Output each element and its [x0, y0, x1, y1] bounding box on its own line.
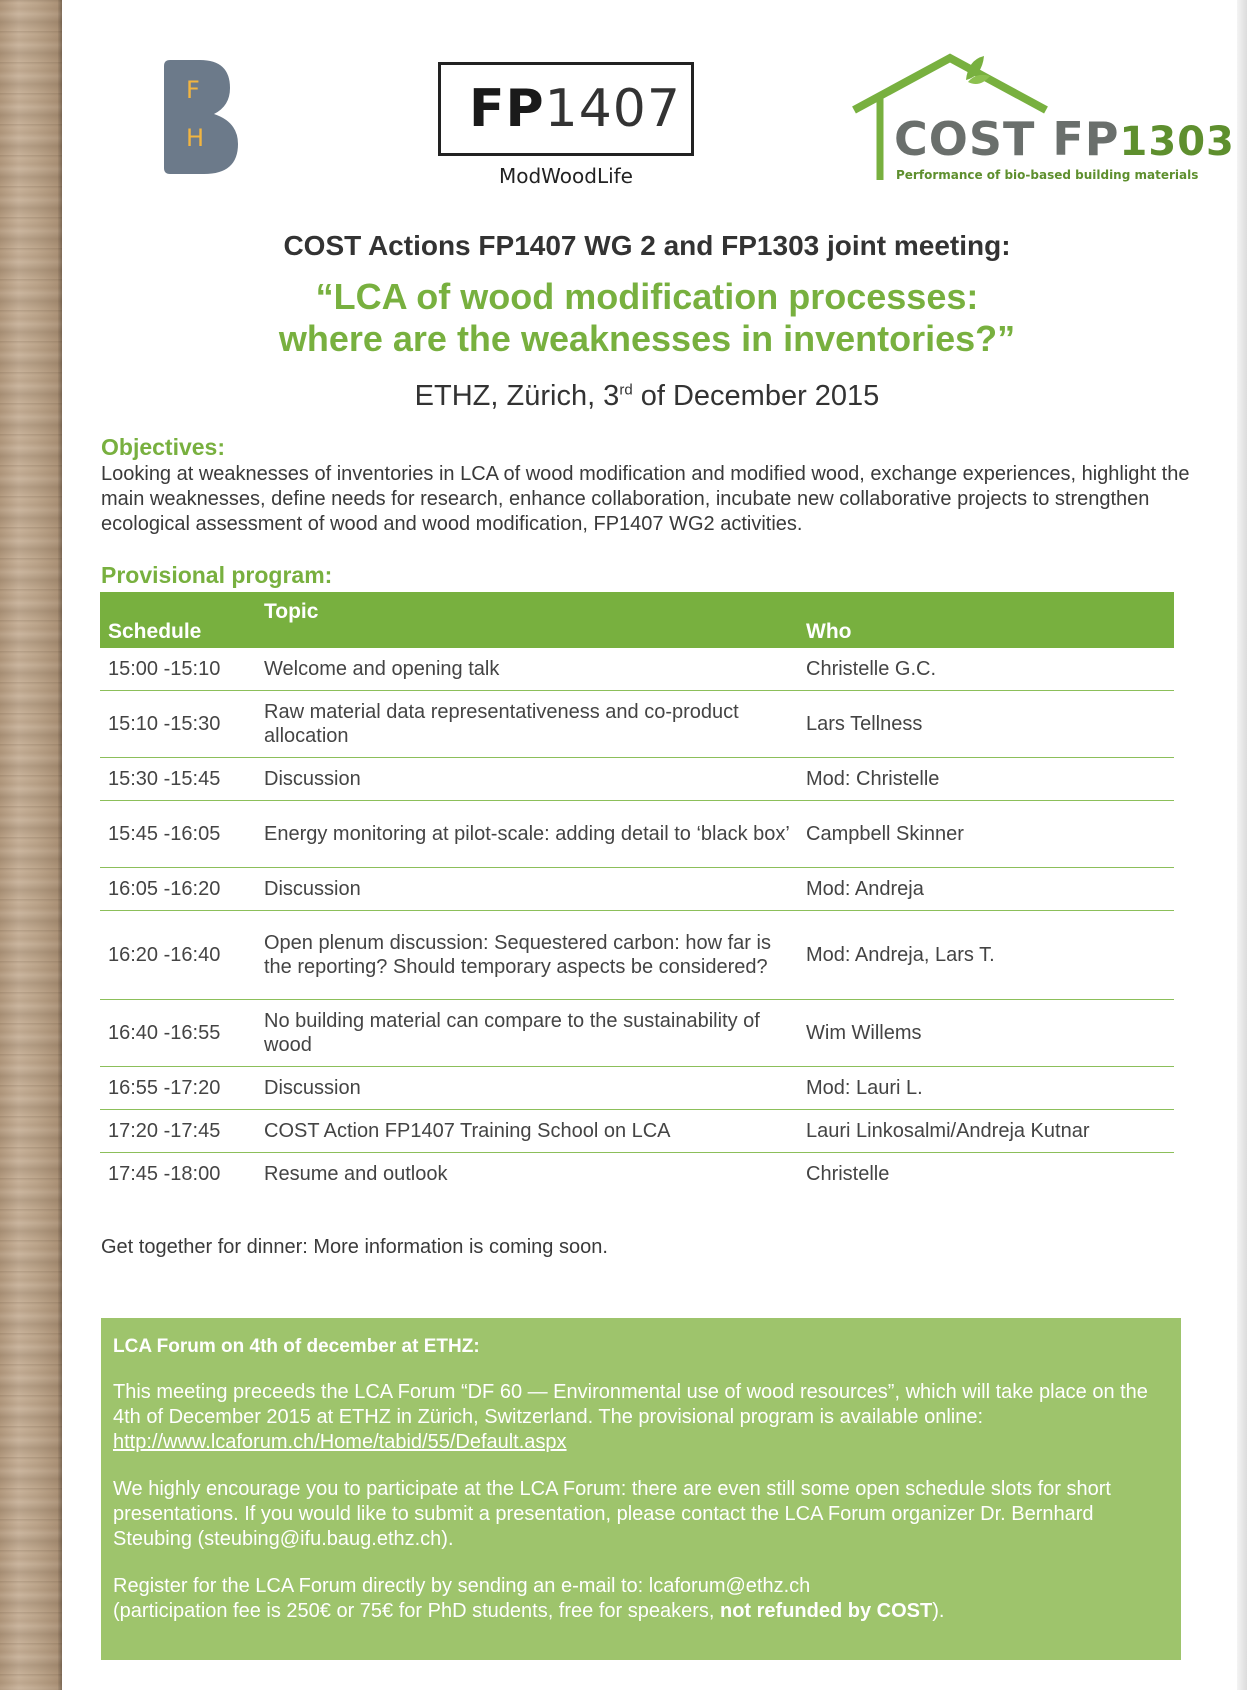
dinner-note: Get together for dinner: More information is coming soon.: [101, 1236, 608, 1258]
table-row: [100, 691, 1174, 758]
row-time: 17:20 -17:45: [100, 1110, 256, 1153]
row-who: Mod: Andreja, Lars T.: [798, 911, 1174, 1000]
row-time: 15:10 -15:30: [100, 691, 256, 758]
meeting-title-line1: “LCA of wood modification processes:: [315, 276, 979, 317]
row-who: Mod: Christelle: [798, 758, 1174, 801]
row-topic: No building material can compare to the sustainability of wood: [256, 1000, 798, 1067]
program-table: [100, 592, 1174, 1195]
row-time: 15:30 -15:45: [100, 758, 256, 801]
fp1407-prefix: FP: [469, 79, 545, 139]
program-label: Provisional program:: [101, 562, 333, 588]
row-topic: COST Action FP1407 Training School on LCA: [256, 1110, 798, 1153]
forum-not-refunded: not refunded by COST: [720, 1600, 933, 1622]
row-who: Campbell Skinner: [798, 801, 1174, 868]
row-time: 15:45 -16:05: [100, 801, 256, 868]
location-sup: rd: [619, 381, 633, 399]
column-header-who: Who: [798, 592, 1174, 648]
meeting-heading: COST Actions FP1407 WG 2 and FP1303 joint meeting:: [283, 230, 1011, 261]
table-row: [100, 648, 1174, 691]
table-row: [100, 1110, 1174, 1153]
table-row: [100, 911, 1174, 1000]
row-topic: Resume and outlook: [264, 1163, 448, 1185]
bfh-letter-f: F: [186, 76, 200, 104]
bfh-logo: [164, 60, 238, 174]
cost-brand-text: COST FP: [894, 112, 1120, 166]
location-prefix: ETHZ, Zürich, 3: [414, 380, 620, 412]
objectives-text: Looking at weaknesses of inventories in LCA of wood modification and modified wood, exchange experiences, highlight the main weaknesses, define needs for research, enhance collaboration, incubate new collaborative projects to strengthen ecological assessment of wood and wood modification, FP1407 WG2 activities.: [101, 463, 1190, 535]
lca-forum-box: [101, 1318, 1181, 1660]
row-who: Mod: Lauri L.: [798, 1067, 1174, 1110]
forum-paragraph-1: [113, 1380, 1169, 1455]
forum-register-line: Register for the LCA Forum directly by sending an e-mail to: lcaforum@ethz.ch: [113, 1575, 811, 1597]
page-right-edge: [1237, 0, 1247, 1690]
forum-program-link[interactable]: http://www.lcaforum.ch/Home/tabid/55/Default.aspx: [113, 1431, 567, 1453]
table-row: [100, 1067, 1174, 1110]
cost-tagline: Performance of bio-based building materials: [896, 168, 1199, 182]
meeting-title-line2: where are the weaknesses in inventories?”: [278, 318, 1016, 359]
table-row: [100, 758, 1174, 801]
row-who: Lauri Linkosalmi/Andreja Kutnar: [798, 1110, 1174, 1153]
row-topic: Discussion: [256, 1067, 798, 1110]
bfh-letter-h: H: [186, 124, 205, 152]
forum-paragraph-3: [113, 1574, 1169, 1624]
row-who: Christelle: [806, 1163, 890, 1185]
row-topic: Open plenum discussion: Sequestered carbon: how far is the reporting? Should temporary aspects be considered?: [256, 911, 798, 1000]
meeting-title: [62, 276, 1232, 360]
forum-paragraph-2: We highly encourage you to participate at the LCA Forum: there are even still some open schedule slots for short presentations. If you would like to submit a presentation, please contact the LCA Forum organizer Dr. Bernhard Steubing (steubing@ifu.baug.ethz.ch).: [113, 1478, 1111, 1550]
row-topic: Discussion: [256, 868, 798, 911]
row-who: Lars Tellness: [798, 691, 1174, 758]
table-row: [100, 1000, 1174, 1067]
table-row: [100, 868, 1174, 911]
row-time: 16:05 -16:20: [100, 868, 256, 911]
location-suffix: of December 2015: [632, 380, 880, 412]
meeting-location-date: [62, 380, 1232, 413]
fp1407-logo: [438, 62, 694, 156]
program-header-row: [100, 592, 1174, 648]
fp1407-digits: 1407: [544, 79, 681, 139]
forum-fee-text: (participation fee is 250€ or 75€ for PhD students, free for speakers,: [113, 1600, 720, 1622]
row-time: 15:00 -15:10: [100, 648, 256, 691]
row-time: 17:45 -18:00: [108, 1163, 221, 1185]
cost-brand: [894, 112, 1235, 166]
cost-number: 1303: [1119, 119, 1235, 165]
row-time: 16:40 -16:55: [100, 1000, 256, 1067]
table-row: [100, 801, 1174, 868]
forum-fee-end: ).: [932, 1600, 945, 1622]
objectives-label: Objectives:: [101, 434, 225, 460]
row-who: Mod: Andreja: [798, 868, 1174, 911]
column-header-topic: Topic: [256, 592, 798, 648]
row-topic: Energy monitoring at pilot-scale: adding detail to ‘black box’: [256, 801, 798, 868]
row-who: Wim Willems: [798, 1000, 1174, 1067]
fp1407-subtitle: ModWoodLife: [498, 164, 633, 188]
row-time: 16:20 -16:40: [100, 911, 256, 1000]
forum-p1-text: This meeting preceeds the LCA Forum “DF 60 — Environmental use of wood resources”, which will take place on the 4th of December 2015 at ETHZ in Zürich, Switzerland. The provisional program is available online:: [113, 1381, 1148, 1428]
table-row: [100, 1153, 1174, 1196]
row-who: Christelle G.C.: [798, 648, 1174, 691]
row-topic: Discussion: [256, 758, 798, 801]
wood-strip-decoration: [0, 0, 62, 1690]
row-topic: Welcome and opening talk: [256, 648, 798, 691]
row-topic: Raw material data representativeness and co-product allocation: [256, 691, 798, 758]
column-header-schedule: Schedule: [100, 592, 256, 648]
forum-title: LCA Forum on 4th of december at ETHZ:: [113, 1336, 480, 1357]
row-time: 16:55 -17:20: [100, 1067, 256, 1110]
